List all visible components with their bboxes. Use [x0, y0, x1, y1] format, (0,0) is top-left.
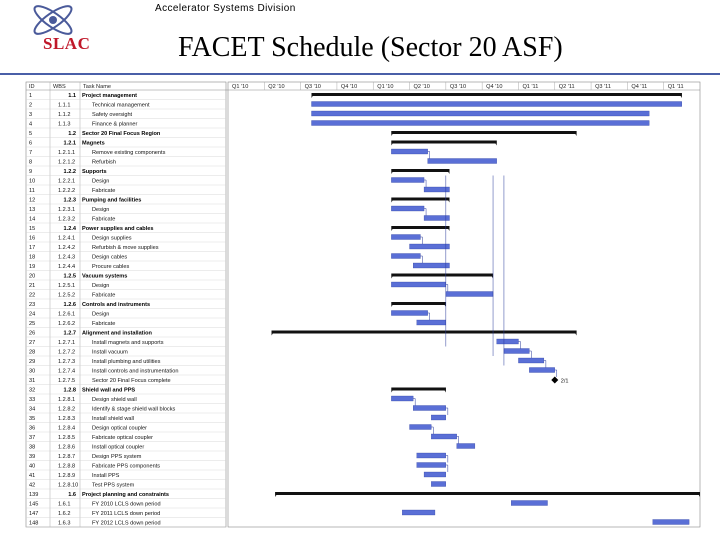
summary-bar	[391, 141, 496, 144]
task-wbs: 1.2	[68, 131, 76, 137]
milestone-label: 2/1	[560, 378, 569, 385]
task-wbs: 1.2.1	[63, 140, 76, 147]
task-name: Alignment and installation	[82, 330, 152, 337]
task-id: 17	[29, 245, 36, 251]
task-wbs: 1.2.1.1	[58, 150, 76, 156]
dependency-line	[518, 342, 520, 349]
task-bar	[424, 472, 446, 477]
task-id: 42	[29, 482, 36, 489]
task-bar	[391, 206, 424, 211]
task-id: 31	[29, 378, 36, 384]
task-name: Vacuum systems	[82, 273, 128, 280]
quarter-label: Q3 '10	[449, 84, 467, 90]
quarter-label: Q2 '10	[268, 84, 285, 90]
task-id: 40	[29, 463, 36, 470]
task-id: 38	[29, 444, 36, 451]
task-name: Design shield wall	[92, 397, 137, 403]
task-name: Design	[92, 311, 110, 318]
task-wbs: 1.2.6.2	[58, 321, 76, 327]
quarter-label: Q4 '10	[340, 84, 358, 90]
task-name: Power supplies and cables	[82, 226, 154, 232]
task-wbs: 1.2.8.6	[58, 444, 76, 451]
task-name: Sector 20 Final Focus Region	[82, 131, 161, 137]
task-bar	[431, 434, 456, 439]
task-wbs: 1.2.8.1	[58, 397, 76, 403]
task-id: 23	[29, 302, 36, 308]
task-bar	[504, 349, 529, 354]
task-wbs: 1.1.2	[58, 112, 71, 118]
column-header: ID	[29, 84, 35, 90]
task-wbs: 1.2.4.2	[58, 245, 76, 251]
task-wbs: 1.2.8.3	[58, 416, 76, 422]
quarter-label: Q4 '11	[631, 84, 648, 90]
logo-text: SLAC	[43, 34, 91, 53]
summary-bar	[391, 131, 576, 134]
task-id: 35	[29, 416, 36, 422]
dependency-line	[420, 256, 422, 263]
summary-bar	[391, 274, 493, 277]
task-bar	[417, 463, 446, 468]
task-name: Install PPS	[92, 473, 120, 479]
task-wbs: 1.2.7.1	[58, 340, 76, 346]
dependency-line	[428, 313, 430, 320]
task-id: 15	[29, 226, 36, 232]
task-name: Fabricate	[92, 216, 116, 223]
task-wbs: 1.1.1	[58, 102, 71, 109]
task-wbs: 1.2.3.1	[58, 207, 76, 213]
task-name: Design supplies	[92, 235, 132, 242]
task-name: Project management	[82, 93, 138, 99]
task-id: 41	[29, 473, 36, 479]
dependency-line	[428, 152, 430, 159]
task-id: 147	[29, 511, 39, 517]
task-wbs: 1.2.2.2	[58, 188, 76, 194]
task-name: Fabricate	[92, 188, 116, 194]
task-name: Install shield wall	[92, 416, 134, 422]
task-wbs: 1.2.4	[63, 226, 76, 232]
task-wbs: 1.1	[68, 93, 76, 99]
task-bar	[511, 501, 547, 506]
task-id: 32	[29, 387, 36, 394]
task-bar	[431, 482, 446, 487]
task-id: 24	[29, 311, 36, 318]
task-id: 13	[29, 207, 36, 213]
task-bar	[312, 121, 650, 126]
task-wbs: 1.6	[68, 492, 76, 498]
task-bar	[391, 396, 413, 401]
task-name: Magnets	[82, 140, 105, 147]
task-name: Pumping and facilities	[82, 197, 142, 204]
task-wbs: 1.1.3	[58, 121, 71, 128]
dependency-line	[413, 399, 415, 406]
task-name: Identify & stage shield wall blocks	[92, 406, 176, 413]
task-id: 25	[29, 321, 36, 327]
task-id: 26	[29, 330, 36, 337]
dependency-line	[457, 437, 459, 444]
task-bar	[391, 311, 427, 316]
task-bar	[417, 453, 446, 458]
summary-bar	[272, 331, 577, 334]
task-bar	[457, 444, 475, 449]
task-id: 148	[29, 520, 39, 527]
task-name: Fabricate optical coupler	[92, 435, 153, 441]
task-id: 20	[29, 273, 36, 280]
task-id: 16	[29, 235, 36, 242]
task-name: Procure cables	[92, 264, 130, 270]
quarter-label: Q3 '10	[304, 84, 321, 90]
dependency-line	[446, 465, 448, 472]
task-wbs: 1.6.1	[58, 501, 71, 508]
task-bar	[312, 102, 682, 107]
task-wbs: 1.2.7.5	[58, 378, 76, 384]
task-name: Sector 20 Final Focus complete	[92, 378, 171, 384]
task-name: Remove existing components	[92, 150, 166, 156]
task-wbs: 1.2.2	[63, 169, 76, 175]
task-name: Design PPS system	[92, 454, 142, 460]
task-wbs: 1.2.6	[63, 302, 76, 308]
task-bar	[312, 111, 650, 116]
dependency-line	[446, 456, 448, 463]
task-bar	[653, 520, 689, 525]
dependency-line	[544, 361, 546, 368]
task-bar	[391, 149, 427, 154]
task-id: 37	[29, 435, 36, 441]
task-id: 33	[29, 397, 36, 403]
task-wbs: 1.2.5.2	[58, 292, 76, 299]
task-id: 4	[29, 121, 33, 128]
dependency-line	[420, 237, 422, 244]
task-bar	[402, 510, 435, 515]
task-wbs: 1.2.2.1	[58, 178, 76, 185]
task-table	[29, 84, 178, 527]
task-name: Install controls and instrumentation	[92, 368, 179, 375]
task-wbs: 1.2.8	[63, 387, 76, 394]
task-bar	[431, 415, 446, 420]
task-name: Fabricate	[92, 321, 116, 327]
task-id: 10	[29, 178, 36, 185]
task-wbs: 1.2.5.1	[58, 283, 76, 289]
milestone-marker	[551, 377, 558, 384]
task-bar	[417, 320, 446, 325]
task-bar	[518, 358, 543, 363]
task-name: Install plumbing and utilities	[92, 359, 161, 365]
summary-bar	[312, 93, 682, 96]
task-wbs: 1.2.8.4	[58, 425, 76, 432]
summary-bar	[391, 198, 449, 201]
task-name: Install magnets and supports	[92, 340, 164, 346]
task-wbs: 1.2.7.4	[58, 368, 76, 375]
task-name: Finance & planner	[92, 121, 138, 128]
task-wbs: 1.6.3	[58, 520, 71, 527]
task-wbs: 1.2.3.2	[58, 216, 76, 223]
task-bar	[446, 292, 493, 297]
task-bar	[413, 406, 446, 411]
task-wbs: 1.2.7.2	[58, 349, 76, 356]
task-name: Safety oversight	[92, 112, 133, 118]
task-name: Fabricate	[92, 292, 116, 299]
task-wbs: 1.2.8.9	[58, 473, 76, 479]
task-id: 28	[29, 349, 36, 356]
dependency-line	[446, 408, 448, 415]
task-name: Refurbish	[92, 159, 116, 166]
task-bar	[391, 235, 420, 240]
task-id: 14	[29, 216, 36, 223]
task-id: 2	[29, 102, 33, 109]
quarter-label: Q2 '11	[558, 84, 575, 90]
task-bar	[413, 263, 449, 268]
dependency-line	[555, 370, 557, 377]
task-id: 5	[29, 131, 33, 137]
page-title: FACET Schedule (Sector 20 ASF)	[178, 32, 563, 63]
task-id: 39	[29, 454, 36, 460]
summary-bar	[275, 492, 700, 495]
task-bar	[391, 178, 424, 183]
task-id: 12	[29, 197, 36, 204]
task-id: 7	[29, 150, 33, 156]
task-bar	[428, 159, 497, 164]
task-id: 34	[29, 406, 36, 413]
dependency-line	[529, 351, 531, 358]
summary-bar	[391, 226, 449, 229]
task-wbs: 1.2.4.4	[58, 264, 76, 270]
task-wbs: 1.2.8.5	[58, 435, 76, 441]
task-id: 22	[29, 292, 36, 299]
task-name: Design	[92, 207, 110, 213]
quarter-label: Q2 '10	[413, 84, 430, 90]
task-id: 139	[29, 492, 39, 498]
summary-bar	[391, 302, 445, 305]
task-name: Project planning and constraints	[82, 492, 170, 498]
task-name: Install optical coupler	[92, 444, 145, 451]
column-header: Task Name	[83, 84, 111, 90]
summary-bar	[391, 388, 445, 391]
task-wbs: 1.2.7	[63, 330, 76, 337]
task-wbs: 1.2.6.1	[58, 311, 76, 318]
quarter-label: Q1 '11	[522, 84, 539, 90]
division-label: Accelerator Systems Division	[155, 3, 296, 14]
task-name: Fabricate PPS components	[92, 463, 161, 470]
task-id: 27	[29, 340, 36, 346]
task-name: Supports	[82, 169, 107, 175]
task-name: Design	[92, 178, 110, 185]
column-header: WBS	[53, 84, 66, 90]
task-wbs: 1.2.8.8	[58, 463, 76, 470]
task-wbs: 1.2.8.7	[58, 454, 76, 460]
task-id: 21	[29, 283, 36, 289]
task-wbs: 1.2.3	[63, 197, 76, 204]
task-name: FY 2012 LCLS down period	[92, 520, 161, 527]
task-id: 30	[29, 368, 36, 375]
task-name: Refurbish & move supplies	[92, 245, 159, 251]
task-bar	[497, 339, 519, 344]
task-bar	[391, 254, 420, 259]
dependency-line	[424, 180, 426, 187]
task-id: 1	[29, 93, 33, 99]
task-bar	[391, 282, 445, 287]
task-wbs: 1.2.8.2	[58, 406, 76, 413]
quarter-label: Q1 '10	[377, 84, 394, 90]
dependency-line	[446, 285, 448, 292]
task-name: Shield wall and PPS	[82, 387, 136, 394]
task-wbs: 1.2.7.3	[58, 359, 76, 365]
task-name: Install vacuum	[92, 349, 128, 356]
dependency-line	[431, 427, 433, 434]
task-id: 18	[29, 254, 36, 261]
dependency-line	[424, 209, 426, 216]
quarter-label: Q1 '11	[667, 84, 684, 90]
task-id: 6	[29, 140, 33, 147]
chart-border	[228, 82, 700, 527]
task-wbs: 1.2.4.3	[58, 254, 76, 261]
task-id: 9	[29, 169, 33, 175]
task-id: 19	[29, 264, 36, 270]
task-id: 145	[29, 501, 39, 508]
summary-bar	[391, 169, 449, 172]
task-id: 8	[29, 159, 33, 166]
task-id: 29	[29, 359, 36, 365]
quarter-label: Q1 '10	[232, 84, 249, 90]
task-name: Design optical coupler	[92, 425, 148, 432]
task-id: 36	[29, 425, 36, 432]
quarter-label: Q4 '10	[486, 84, 503, 90]
task-wbs: 1.2.8.10	[58, 482, 79, 489]
task-name: Technical management	[92, 102, 150, 109]
task-id: 11	[29, 188, 35, 194]
task-name: Design cables	[92, 254, 128, 261]
task-bar	[410, 244, 450, 249]
task-name: Controls and instruments	[82, 302, 151, 308]
task-wbs: 1.2.4.1	[58, 235, 76, 242]
task-bar	[410, 425, 432, 430]
gantt-bars	[272, 93, 700, 525]
task-id: 3	[29, 112, 33, 118]
task-name: Design	[92, 283, 110, 289]
task-name: FY 2010 LCLS down period	[92, 501, 161, 508]
task-name: FY 2011 LCLS down period	[92, 511, 161, 517]
task-name: Test PPS system	[92, 482, 135, 489]
task-wbs: 1.2.1.2	[58, 159, 76, 166]
task-wbs: 1.2.5	[63, 273, 76, 280]
task-wbs: 1.6.2	[58, 511, 71, 517]
quarter-label: Q3 '11	[595, 84, 611, 90]
task-bar	[529, 368, 554, 373]
